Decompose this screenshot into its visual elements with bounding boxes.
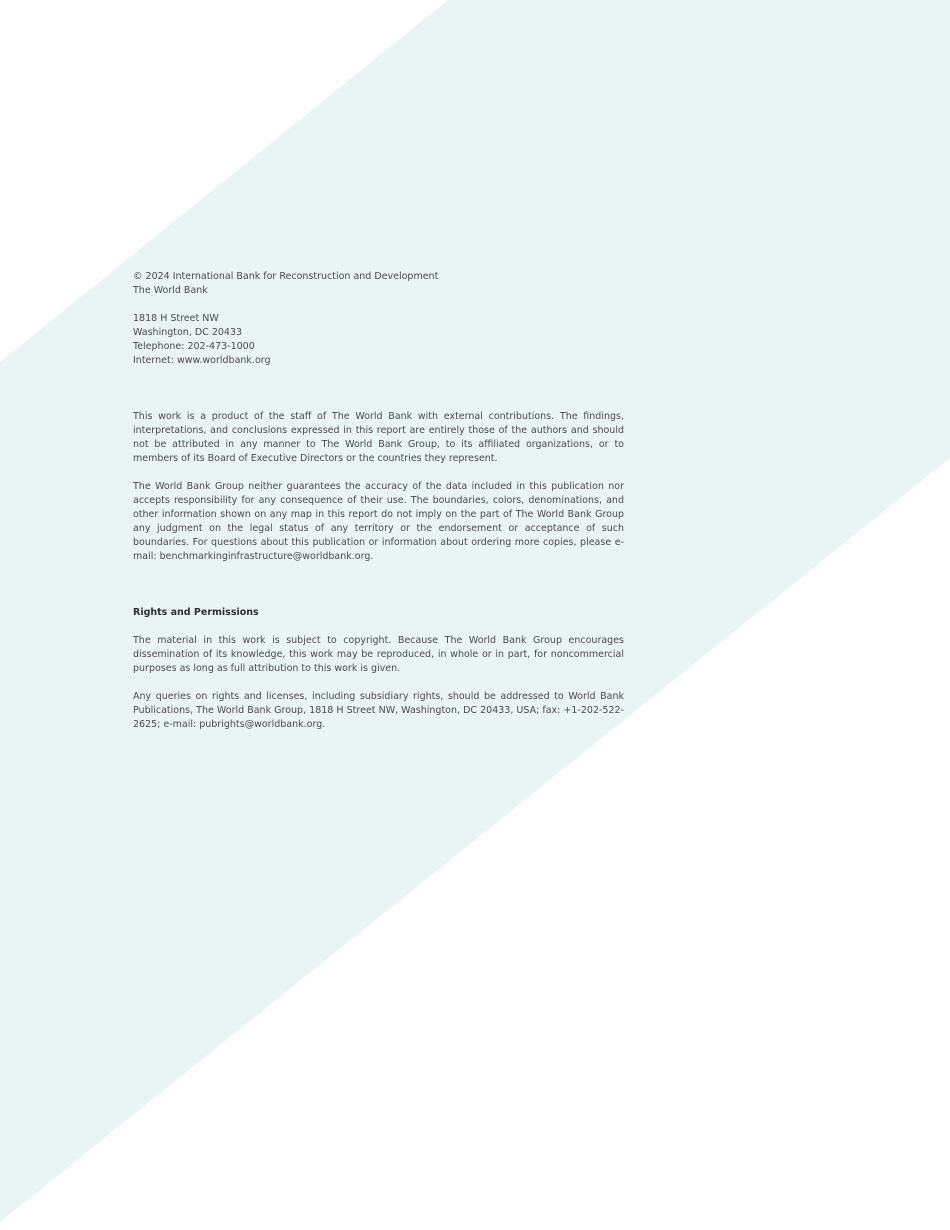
publisher-name: The World Bank: [133, 285, 208, 296]
street-address: 1818 H Street NW: [133, 313, 219, 324]
copyright-line: © 2024 International Bank for Reconstruction and Development: [133, 271, 439, 282]
rights-paragraph-1: The material in this work is subject to copyright. Because The World Bank Group encourages dissemination of its knowledge, this work may be reproduced, in whole or in part, for noncommercial purposes as long as full attribution to this work is given.: [133, 635, 624, 674]
disclaimer-paragraph-2: The World Bank Group neither guarantees the accuracy of the data included in this publication nor accepts responsibility for any consequence of their use. The boundaries, colors, denominations, and other information shown on any map in this report do not imply on the part of The World Bank Group any judgment on the legal status of any territory or the endorsement or acceptance of such boundaries. For questions about this publication or information about ordering more copies, please e-mail: benchmarkinginfrastructure@worldbank.org.: [133, 481, 624, 562]
disclaimer-paragraph-1: This work is a product of the staff of The World Bank with external contributions. The findings, interpretations, and conclusions expressed in this report are entirely those of the authors and should not be attributed in any manner to The World Bank Group, to its affiliated organizations, or to members of its Board of Executive Directors or the countries they represent.: [133, 411, 624, 464]
rights-heading: Rights and Permissions: [133, 607, 259, 618]
internet-link[interactable]: Internet: www.worldbank.org: [133, 355, 271, 366]
rights-paragraph-2: Any queries on rights and licenses, including subsidiary rights, should be addressed to World Bank Publications, The World Bank Group, 1818 H Street NW, Washington, DC 20433, USA; fax: +1-202-522-2625; e-mail: pubrights@worldbank.org.: [133, 691, 624, 730]
copyright-page-content: [133, 270, 624, 732]
address-block: [133, 312, 624, 368]
city-address: Washington, DC 20433: [133, 327, 243, 338]
copyright-block: [133, 270, 624, 298]
telephone-line: Telephone: 202-473-1000: [133, 341, 255, 352]
